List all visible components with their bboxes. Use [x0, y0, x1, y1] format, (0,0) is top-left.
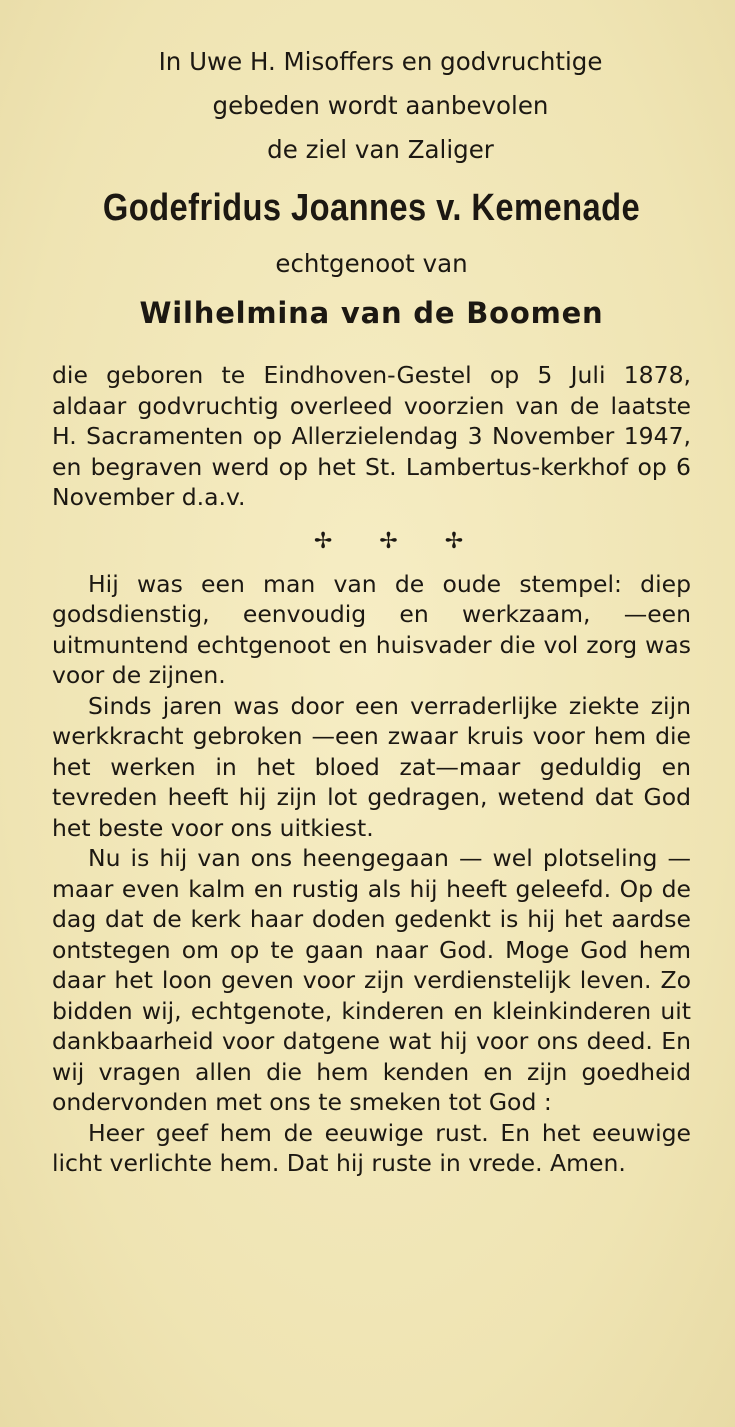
spouse-intro: echtgenoot van	[275, 249, 468, 278]
intro-line-3: de ziel van Zaliger	[267, 135, 494, 164]
paragraph-illness: Sinds jaren was door een verraderlijke ziekte zijn werkkracht gebroken —een zwaar kruis voor hem die het werken in het bloed zat—maar geduldig en tevreden heeft hij zijn lot gedragen, wetend dat God het beste voor ons uitkiest.	[52, 691, 691, 842]
cross-divider: ✢ ✢ ✢	[313, 528, 464, 554]
intro-line-2: gebeden wordt aanbevolen	[212, 91, 549, 120]
biographical-facts: die geboren te Eindhoven-Gestel op 5 Juli 1878, aldaar godvruchtig overleed voorzien van de laatste H. Sacramenten op Allerzielendag 3 November 1947, en begraven werd op het St. Lambertus-kerkhof op 6 November d.a.v.	[52, 361, 691, 511]
paragraph-character: Hij was een man van de oude stempel: diep godsdienstig, eenvoudig en werkzaam, —een uitmuntend echtgenoot en huisvader die vol zorg was voor de zijnen.	[52, 569, 691, 689]
paragraph-prayer: Heer geef hem de eeuwige rust. En het eeuwige licht verlichte hem. Dat hij ruste in vrede. Amen.	[52, 1118, 691, 1177]
deceased-name: Godefridus Joannes v. Kemenade	[102, 187, 641, 229]
intro-line-1: In Uwe H. Misoffers en godvruchtige	[158, 47, 603, 76]
spouse-name: Wilhelmina van de Boomen	[139, 296, 604, 330]
intro-text	[52, 40, 691, 172]
paragraph-passing: Nu is hij van ons heengegaan — wel plotseling — maar even kalm en rustig als hij heeft geleefd. Op de dag dat de kerk haar doden gedenkt is hij het aardse ontstegen om op te gaan naar God. Moge God hem daar het loon geven voor zijn verdienstelijk leven. Zo bidden wij, echtgenote, kinderen en kleinkinderen uit dankbaarheid voor datgene wat hij voor ons deed. En wij vragen allen die hem kenden en zijn goedheid ondervonden met ons te smeken tot God :	[52, 844, 691, 1116]
